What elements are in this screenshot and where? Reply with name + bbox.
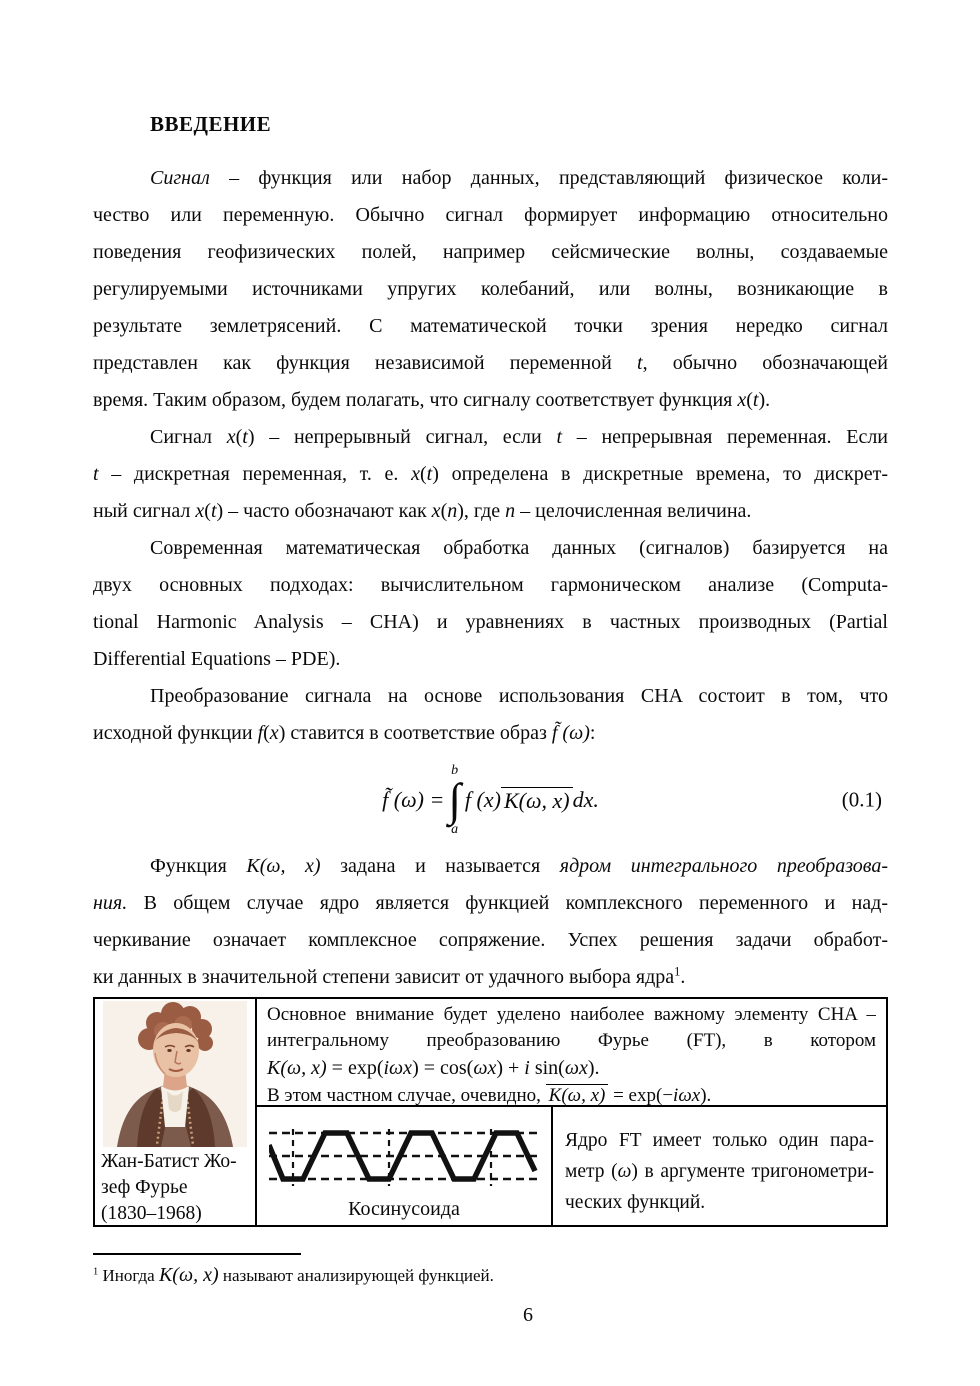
cosine-cell xyxy=(257,1107,553,1225)
text-line: Ядро FT имеет только один пара- xyxy=(565,1130,874,1151)
text-line: черкивание означает комплексное сопряжение. Успех решения задачи обработ- xyxy=(93,929,888,951)
text-line: ческих функций. xyxy=(565,1192,706,1213)
paragraph-kernel xyxy=(93,848,888,996)
paragraph-transform-intro xyxy=(93,678,888,752)
text-line: интегральному преобразованию Фурье (FT), в котором xyxy=(267,1030,876,1051)
formula-dx: dx. xyxy=(572,787,599,812)
paragraph-signal-definition xyxy=(93,160,888,419)
ft-kernel-note-cell xyxy=(553,1107,886,1225)
text-line: регулируемыми источниками упругих колебаний, или волны, возникающие в xyxy=(93,278,888,300)
text-line: исходной функции f(x) ставится в соответствие образ f̃ (ω): xyxy=(93,722,596,744)
paragraph-continuous-discrete xyxy=(93,419,888,530)
text-line: Функция K(ω, x) задана и называется ядром интегрального преобразова- xyxy=(150,855,888,877)
name-line: зеф Фурье xyxy=(101,1177,188,1198)
text-line: ный сигнал x(t) – часто обозначают как x(n), где n – целочисленная величина. xyxy=(93,500,752,522)
integral-sign: b ∫ a xyxy=(448,763,461,837)
name-line: (1830–1968) xyxy=(101,1203,202,1224)
footnote-text xyxy=(93,1263,888,1288)
paragraph-cha-pde xyxy=(93,530,888,678)
ft-description-cell xyxy=(257,999,886,1107)
text-line: Сигнал – функция или набор данных, представляющий физическое коли- xyxy=(150,167,888,189)
text-line: ния. В общем случае ядро является функцией комплексного переменного и над- xyxy=(93,892,888,914)
formula-lhs: f̃ (ω) = xyxy=(382,787,445,812)
text-line: Современная математическая обработка данных (сигналов) базируется на xyxy=(150,537,888,559)
formula-integrand: f (x) xyxy=(464,787,501,812)
fourier-name xyxy=(95,1147,255,1227)
kernel-formula: K(ω, x) = exp(iωx) = cos(ωx) + i sin(ωx). xyxy=(267,1057,600,1079)
footnote xyxy=(93,1253,888,1288)
page-heading: ВВЕДЕНИЕ xyxy=(150,112,272,136)
text-line: t – дискретная переменная, т. е. x(t) определена в дискретные времена, то дискрет- xyxy=(93,463,888,485)
integral-lower-bound: a xyxy=(451,822,459,837)
text-line: Преобразование сигнала на основе использования CHA состоит в том, что xyxy=(150,685,888,707)
formula-kernel-conjugate: K(ω, x) xyxy=(501,787,573,812)
infobox-bottom-row xyxy=(257,1107,886,1225)
text-line: tional Harmonic Analysis – CHA) и уравнениях в частных производных (Partial xyxy=(93,611,888,633)
footnote-marker: 1 xyxy=(93,1266,99,1278)
name-line: Жан-Батист Жо- xyxy=(101,1151,237,1172)
text-line: Сигнал x(t) – непрерывный сигнал, если t – непрерывная переменная. Если xyxy=(150,426,888,448)
text-line: поведения геофизических полей, например сейсмические волны, создаваемые xyxy=(93,241,888,263)
footnote-body: Иногда K(ω, x) называют анализирующей функцией. xyxy=(98,1264,494,1286)
text-line: ки данных в значительной степени зависит от удачного выбора ядра$^1$. xyxy=(93,964,686,988)
text-line: время. Таким образом, будем полагать, что сигналу соответствует функция x(t). xyxy=(93,389,771,411)
text-line: двух основных подходах: вычислительном гармоническом анализе (Computa- xyxy=(93,574,888,596)
footnote-rule xyxy=(93,1253,301,1255)
integral-upper-bound: b xyxy=(451,763,459,778)
text-line: результате землетрясений. С математической точки зрения нередко сигнал xyxy=(93,315,888,337)
text-line: Differential Equations – PDE). xyxy=(93,648,341,670)
conjugate-formula: В этом частном случае, очевидно, K(ω, x) = exp(−iωx). xyxy=(267,1085,712,1106)
text-line: метр (ω) в аргументе тригонометри- xyxy=(565,1161,874,1182)
fourier-portrait-image xyxy=(95,999,255,1147)
equation-number: (0.1) xyxy=(841,787,882,812)
text-line: представлен как функция независимой переменной t, обычно обозначающей xyxy=(93,352,888,374)
fourier-cell xyxy=(95,999,257,1225)
page-number: 6 xyxy=(523,1304,533,1326)
text-line: Основное внимание будет уделено наиболее важному элементу CHA – xyxy=(267,1004,876,1025)
cosine-wave-figure xyxy=(269,1123,539,1189)
infobox-right-column xyxy=(257,999,886,1225)
cosine-caption: Косинусоида xyxy=(348,1198,460,1220)
equation-0-1 xyxy=(93,752,888,848)
integral-formula xyxy=(93,764,888,836)
text-line: чество или переменную. Обычно сигнал формирует информацию относительно xyxy=(93,204,888,226)
fourier-infobox xyxy=(93,997,888,1227)
